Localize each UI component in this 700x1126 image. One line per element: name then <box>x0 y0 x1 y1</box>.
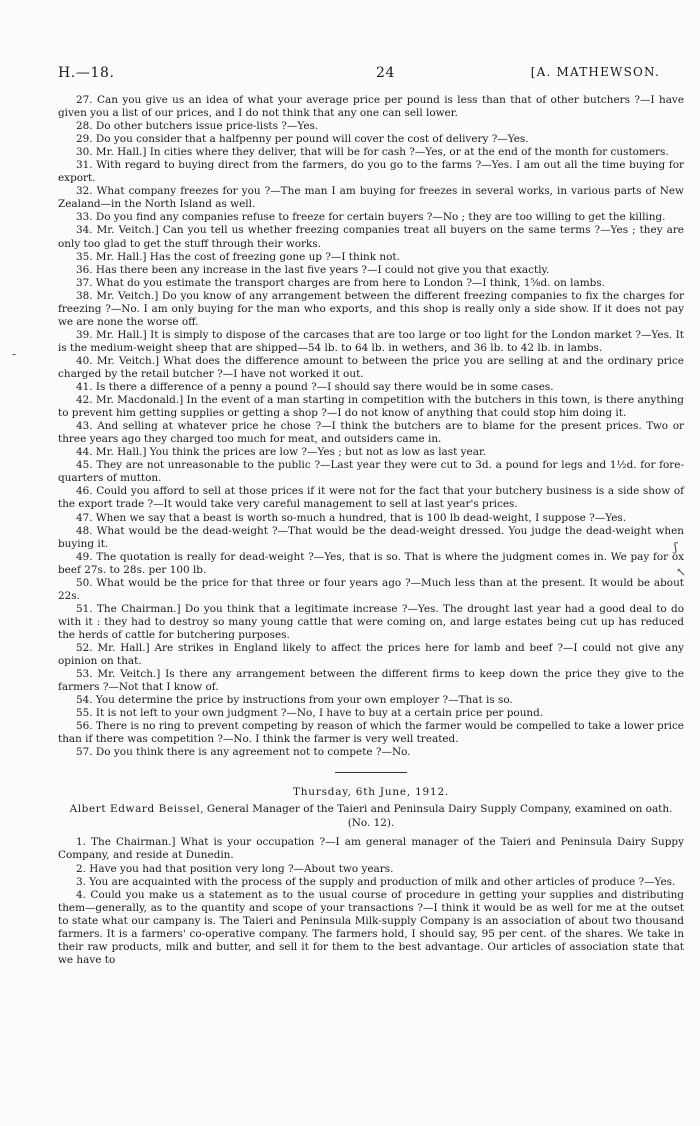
question-49: 49. The quotation is really for dead-weight ?—Yes, that is so. That is where the judgment comes in. We pay for ox beef 27s. to 28s. per 100 lb. <box>58 550 684 576</box>
page-number: 24 <box>376 65 396 81</box>
session-date: Thursday, 6th June, 1912. <box>293 786 449 799</box>
question-41: 41. Is there a difference of a penny a pound ?—I should say there would be in some cases. <box>76 381 554 394</box>
evidence-questions-part2 <box>58 836 684 966</box>
margin-scan-mark-1: ʃ <box>674 540 678 554</box>
question-2: 2. Have you had that position very long ?—About two years. <box>76 862 394 875</box>
witness-heading <box>58 803 684 830</box>
question-29: 29. Do you consider that a halfpenny per pound will cover the cost of delivery ?—Yes. <box>76 133 529 146</box>
witness-reference: [A. MATHEWSON. <box>530 65 660 79</box>
question-27: 27. Can you give us an idea of what your average price per pound is less than that of other butchers ?—I have given you a list of our prices, and I do not think that any one can sell lower. <box>58 94 684 120</box>
question-51: 51. The Chairman.] Do you think that a legitimate increase ?—Yes. The drought last year had a good deal to do with it : they had to destroy so many young cattle that were coming on, and large estates being cut up has reduced the herds of cattle for butchering purposes. <box>58 602 684 641</box>
question-33: 33. Do you find any companies refuse to freeze for certain buyers ?—No ; they are too willing to get the killing. <box>76 211 666 224</box>
question-52: 52. Mr. Hall.] Are strikes in England likely to affect the prices here for lamb and beef ?—I could not give any opinion on that. <box>58 641 684 668</box>
question-30: 30. Mr. Hall.] In cities where they deliver, that will be for cash ?—Yes, or at the end of the month for customers. <box>76 146 669 159</box>
question-40: 40. Mr. Veitch.] What does the difference amount to between the price you are selling at and the ordinary price charged by the retail butcher ?—I have not worked it out. <box>58 354 684 380</box>
question-34: 34. Mr. Veitch.] Can you tell us whether freezing companies treat all buyers on the same terms ?—Yes ; they are only too glad to get the stuff through their works. <box>58 224 684 250</box>
question-28: 28. Do other butchers issue price-lists ?—Yes. <box>76 120 319 133</box>
section-divider <box>335 772 407 773</box>
paper-series: H.—18. <box>58 65 115 81</box>
question-4: 4. Could you make us a statement as to the usual course of procedure in getting your supplies and distributing them—generally, as to the quantity and scope of your transactions ?—I think it would be as well for me at the outset to state what our campany is. The Taieri and Peninsula Milk-supply Company is an association of about two thousand farmers. It is a farmers' co-operative company. The farmers hold, I should say, 95 per cent. of the shares. We take in their raw products, milk and butter, and sell it for them to the best advantage. Our articles of association state that we have to <box>58 888 684 966</box>
margin-dash-mark: - <box>12 347 17 361</box>
document-body <box>58 94 687 967</box>
question-56: 56. There is no ring to prevent competing by reason of which the farmer would be compelled to take a lower price than if there was competition ?—No. I think the farmer is very well treated. <box>58 720 684 746</box>
question-47: 47. When we say that a beast is worth so-much a hundred, that is 100 lb dead-weight, I suppose ?—Yes. <box>76 511 627 524</box>
question-44: 44. Mr. Hall.] You think the prices are low ?—Yes ; but not as low as last year. <box>76 446 487 459</box>
witness-description: , General Manager of the Taieri and Peninsula Dairy Supply Company, examined on oath. (No. 12). <box>200 803 673 829</box>
question-54: 54. You determine the price by instructions from your own employer ?—That is so. <box>76 694 513 707</box>
question-57: 57. Do you think there is any agreement not to compete ?—No. <box>76 746 411 759</box>
question-37: 37. What do you estimate the transport charges are from here to London ?—I think, 1⅝d. on lambs. <box>76 276 605 289</box>
question-42: 42. Mr. Macdonald.] In the event of a man starting in competition with the butchers in this town, is there anything to prevent him getting supplies or getting a shop ?—I do not know of anything that could stop him doing it. <box>58 394 684 420</box>
margin-scan-mark-2: ↖ <box>676 565 687 579</box>
question-50: 50. What would be the price for that three or four years ago ?—Much less than at the present. It would be about 22s. <box>58 576 684 602</box>
question-46: 46. Could you afford to sell at those prices if it were not for the fact that your butchery business is a side show of the export trade ?—It would take very careful management to sell at last year's prices. <box>58 485 684 511</box>
question-45: 45. They are not unreasonable to the public ?—Last year they were cut to 3d. a pound for legs and 1½d. for fore-quarters of mutton. <box>58 459 684 485</box>
question-35: 35. Mr. Hall.] Has the cost of freezing gone up ?—I think not. <box>76 250 400 263</box>
question-32: 32. What company freezes for you ?—The man I am buying for freezes in several works, in various parts of New Zealand—in the North Island as well. <box>58 185 684 211</box>
evidence-questions-part1 <box>58 94 687 759</box>
question-38: 38. Mr. Veitch.] Do you know of any arrangement between the different freezing companies to fix the charges for freezing ?—No. I am only buying for the man who exports, and this shop is really only a side show. If it does not pay we are none the worse off. <box>58 289 684 328</box>
question-48: 48. What would be the dead-weight ?—That would be the dead-weight dressed. You judge the dead-weight when buying it. <box>58 524 684 550</box>
question-1: 1. The Chairman.] What is your occupation ?—I am general manager of the Taieri and Peninsula Dairy Suppy Company, and reside at Dunedin. <box>58 836 684 862</box>
question-3: 3. You are acquainted with the process of the supply and production of milk and other articles of produce ?—Yes. <box>76 875 676 888</box>
question-43: 43. And selling at whatever price he chose ?—I think the butchers are to blame for the present prices. Two or three years ago they charged too much for meat, and outsiders came in. <box>58 420 684 446</box>
question-55: 55. It is not left to your own judgment ?—No, I have to buy at a certain price per pound. <box>76 707 544 720</box>
question-53: 53. Mr. Veitch.] Is there any arrangement between the different firms to keep down the price they give to the farmers ?—Not that I know of. <box>58 668 684 694</box>
witness-name: Albert Edward Beissel <box>69 803 201 816</box>
question-36: 36. Has there been any increase in the last five years ?—I could not give you that exactly. <box>76 263 550 276</box>
question-39: 39. Mr. Hall.] It is simply to dispose of the carcases that are too large or too light for the London market ?—Yes. It is the medium-weight sheep that are shipped—54 lb. to 64 lb. in wethers, and 36 lb. to 42 lb. in lambs. <box>58 328 684 354</box>
question-31: 31. With regard to buying direct from the farmers, do you go to the farms ?—Yes. I am out all the time buying for export. <box>58 159 684 185</box>
page-header <box>58 65 660 85</box>
